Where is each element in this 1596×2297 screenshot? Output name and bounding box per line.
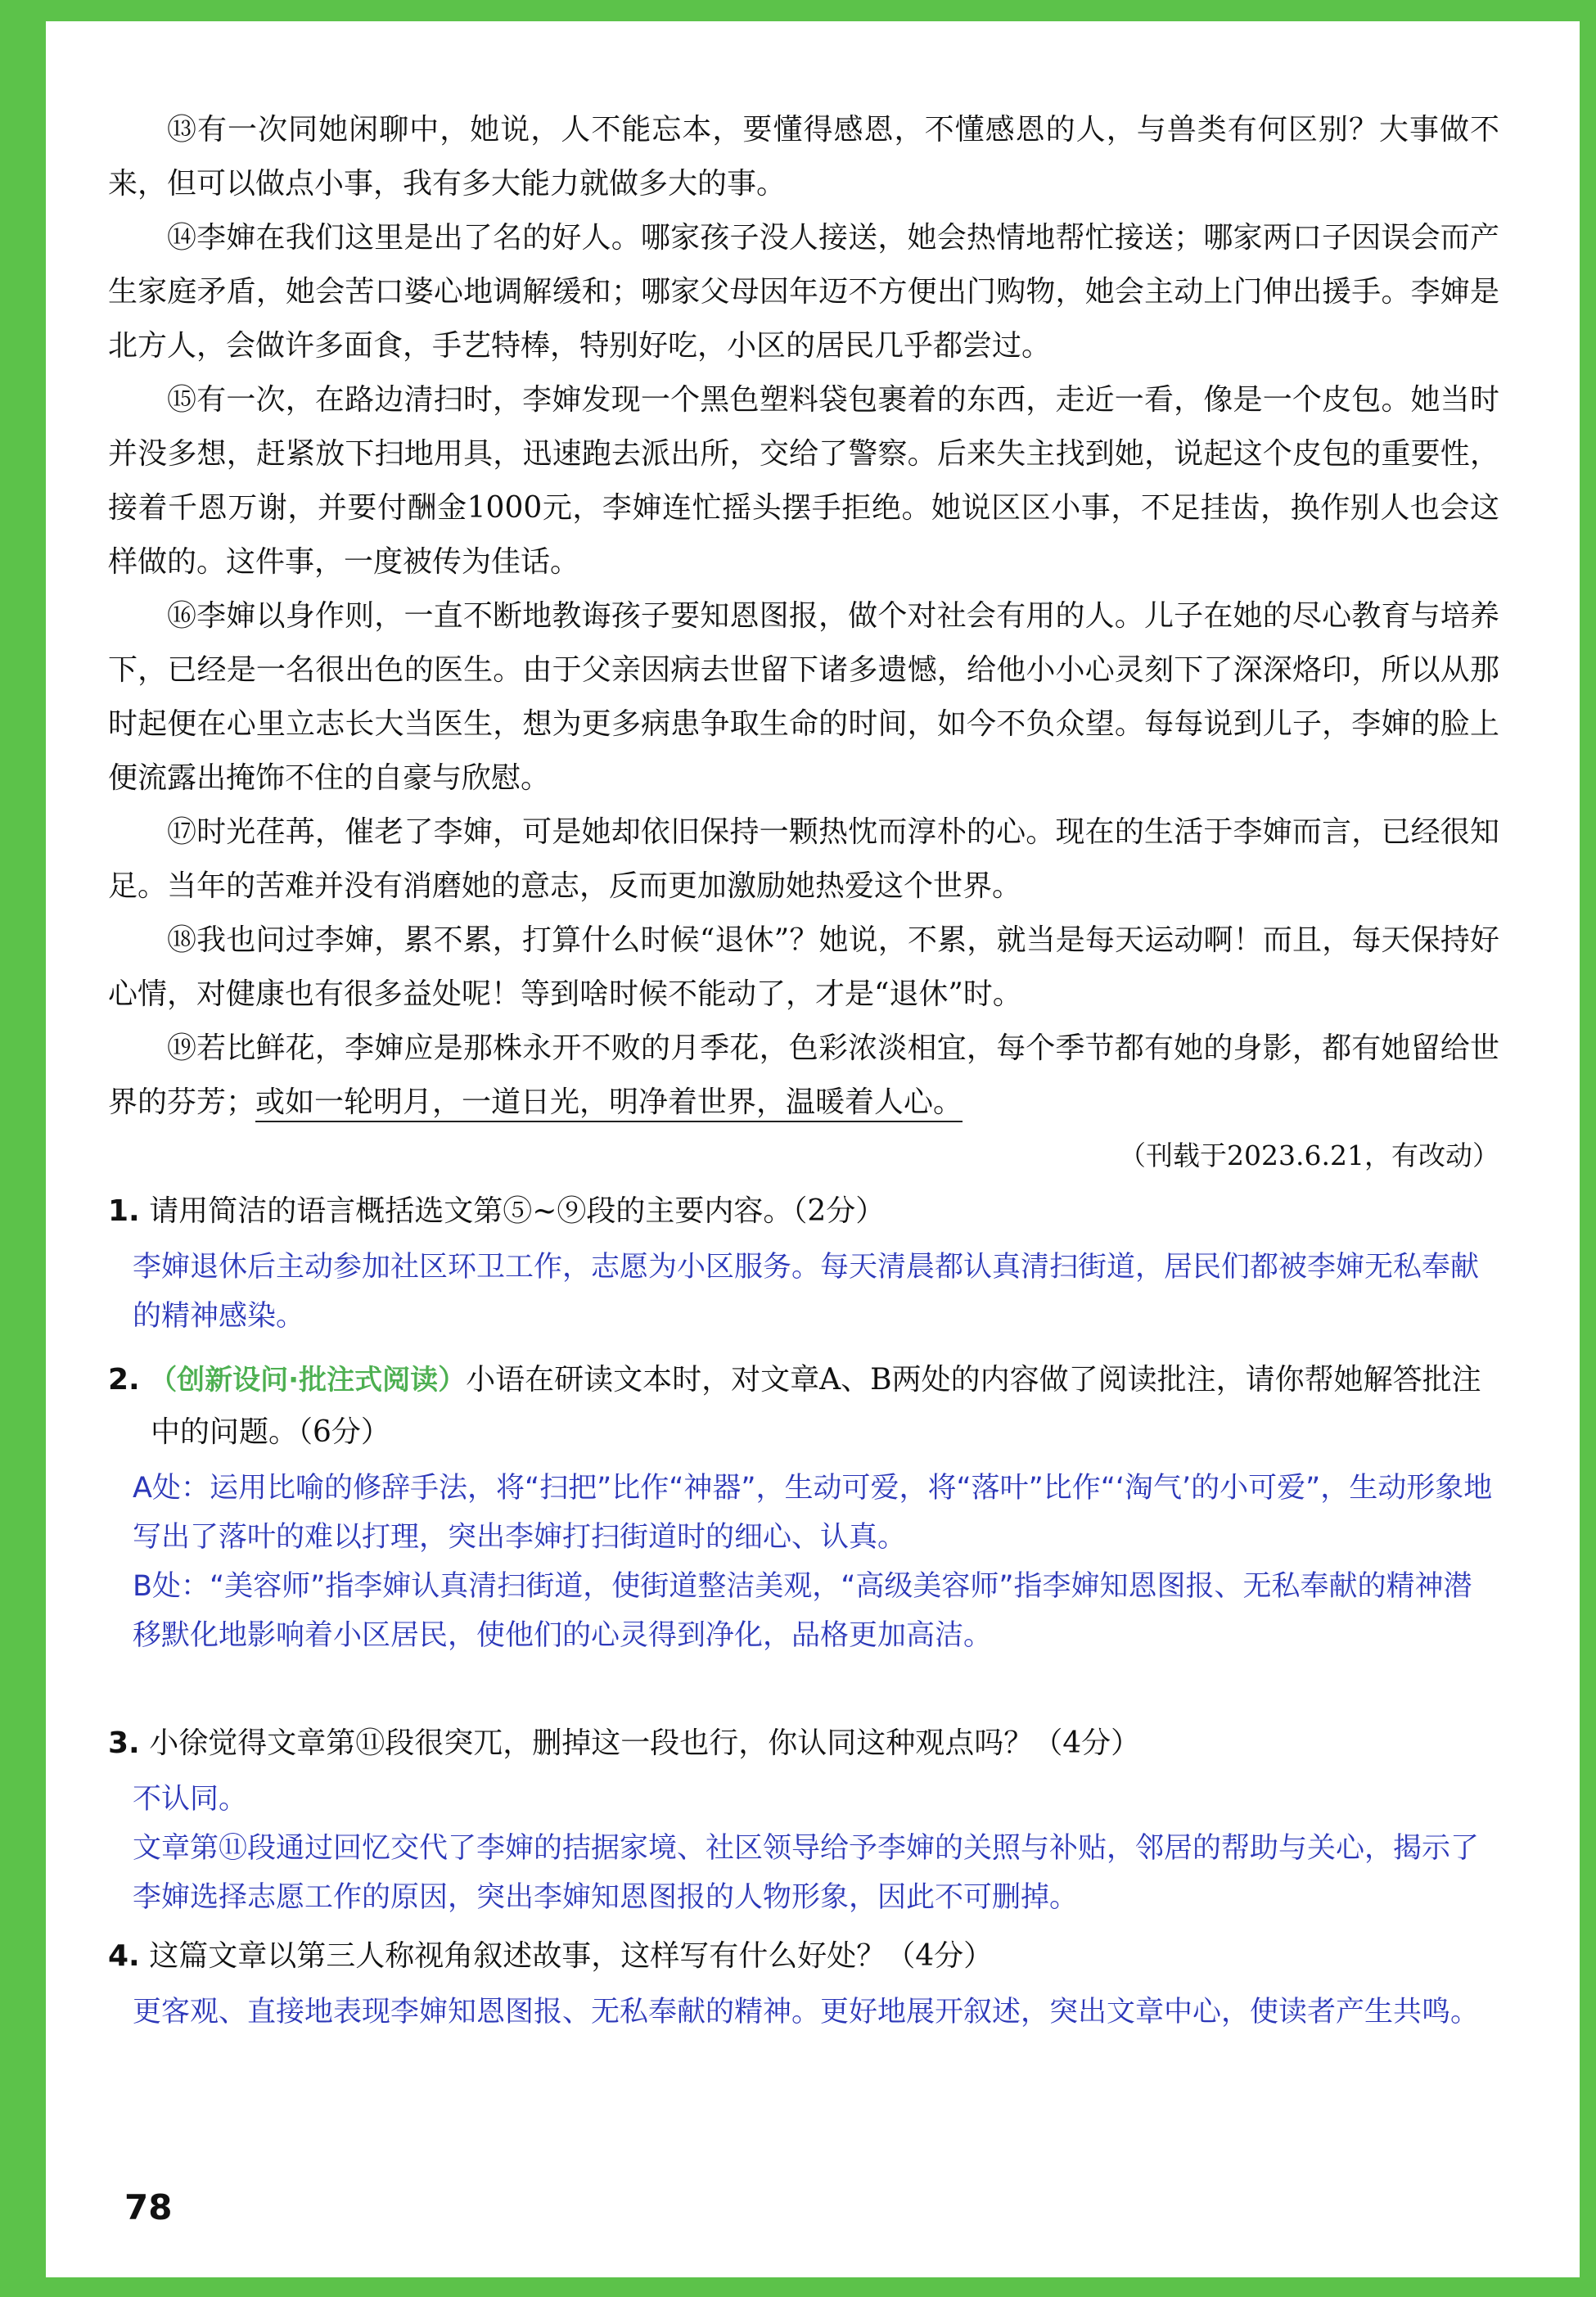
question-text: 请用简洁的语言概括选文第⑤~⑨段的主要内容。（2分） — [149, 1194, 886, 1228]
paragraph-16: ⑯李婶以身作则，一直不断地教诲孩子要知恩图报，做个对社会有用的人。儿子在她的尽心教育与培养下，已经是一名很出色的医生。由于父亲因病去世留下诸多遗憾，给他小小心灵刻下了深深烙印，所以从那时起便在心里立志长大当医生，想为更多病患争取生命的时间，如今不负众望。每每说到儿子，李婶的脸上便流露出掩饰不住的自豪与欣慰。 — [108, 599, 1499, 795]
question-text: 小徐觉得文章第⑪段很突兀，删掉这一段也行，你认同这种观点吗？（4分） — [149, 1726, 1141, 1760]
question-1 — [108, 1185, 1499, 1341]
question-text: 这篇文章以第三人称视角叙述故事，这样写有什么好处？（4分） — [149, 1939, 994, 1973]
answer-text: 李婶退休后主动参加社区环卫工作，志愿为小区服务。每天清晨都认真清扫街道，居民们都被李婶无私奉献的精神感染。 — [133, 1251, 1480, 1333]
paragraph-13: ⑬有一次同她闲聊中，她说，人不能忘本，要懂得感恩，不懂感恩的人，与兽类有何区别？大事做不来，但可以做点小事，我有多大能力就做多大的事。 — [108, 113, 1499, 201]
question-tag: （创新设问·批注式阅读） — [149, 1364, 467, 1397]
question-number: 4. — [108, 1939, 140, 1973]
underlined-sentence: 或如一轮明月，一道日光，明净着世界，温暖着人心。 — [255, 1085, 963, 1122]
answer-text-a: A处：运用比喻的修辞手法，将“扫把”比作“神器”，生动可爱，将“落叶”比作“‘淘气’的小可爱”，生动形象地写出了落叶的难以打理，突出李婶打扫街道时的细心、认真。 — [133, 1472, 1493, 1554]
paragraph-17: ⑰时光荏苒，催老了李婶，可是她却依旧保持一颗热忱而淳朴的心。现在的生活于李婶而言，已经很知足。当年的苦难并没有消磨她的意志，反而更加激励她热爱这个世界。 — [108, 815, 1499, 903]
paragraph-18: ⑱我也问过李婶，累不累，打算什么时候“退休”？她说，不累，就当是每天运动啊！而且，每天保持好心情，对健康也有很多益处呢！等到啥时候不能动了，才是“退休”时。 — [108, 923, 1499, 1011]
source-citation: （刊载于2023.6.21，有改动） — [1119, 1139, 1499, 1171]
answer-text-b: B处：“美容师”指李婶认真清扫街道，使街道整洁美观，“高级美容师”指李婶知恩图报、无私奉献的精神潜移默化地影响着小区居民，使他们的心灵得到净化，品格更加高洁。 — [133, 1570, 1472, 1652]
answer-text-detail: 文章第⑪段通过回忆交代了李婶的拮据家境、社区领导给予李婶的关照与补贴，邻居的帮助与关心，揭示了李婶选择志愿工作的原因，突出李婶知恩图报的人物形象，因此不可删掉。 — [133, 1832, 1480, 1914]
paragraph-19-text: ⑲若比鲜花，李婶应是那株永开不败的月季花，色彩浓淡相宜，每个季节都有她的身影，都有她留给世界的芬芳； — [108, 1031, 1499, 1119]
paragraph-19 — [108, 1022, 1499, 1130]
question-3 — [108, 1717, 1499, 1922]
page-number: 78 — [124, 2187, 173, 2227]
passage — [108, 103, 1499, 1182]
paragraph-15: ⑮有一次，在路边清扫时，李婶发现一个黑色塑料袋包裹着的东西，走近一看，像是一个皮包。她当时并没多想，赶紧放下扫地用具，迅速跑去派出所，交给了警察。后来失主找到她，说起这个皮包的重要性，接着千恩万谢，并要付酬金1000元，李婶连忙摇头摆手拒绝。她说区区小事，不足挂齿，换作别人也会这样做的。这件事，一度被传为佳话。 — [108, 383, 1499, 579]
question-number: 3. — [108, 1726, 140, 1760]
answer-text: 不认同。 — [133, 1783, 248, 1816]
page-content — [108, 103, 1499, 2037]
question-4 — [108, 1930, 1499, 2037]
answer-text: 更客观、直接地表现李婶知恩图报、无私奉献的精神。更好地展开叙述，突出文章中心，使读者产生共鸣。 — [133, 1996, 1480, 2028]
question-number: 2. — [108, 1363, 140, 1397]
question-2 — [108, 1354, 1499, 1660]
paragraph-14: ⑭李婶在我们这里是出了名的好人。哪家孩子没人接送，她会热情地帮忙接送；哪家两口子因误会而产生家庭矛盾，她会苦口婆心地调解缓和；哪家父母因年迈不方便出门购物，她会主动上门伸出援手。李婶是北方人，会做许多面食，手艺特棒，特别好吃，小区的居民几乎都尝过。 — [108, 221, 1499, 363]
question-number: 1. — [108, 1194, 140, 1228]
question-text: 小语在研读文本时，对文章A、B两处的内容做了阅读批注，请你帮她解答批注中的问题。（6分） — [151, 1363, 1481, 1449]
